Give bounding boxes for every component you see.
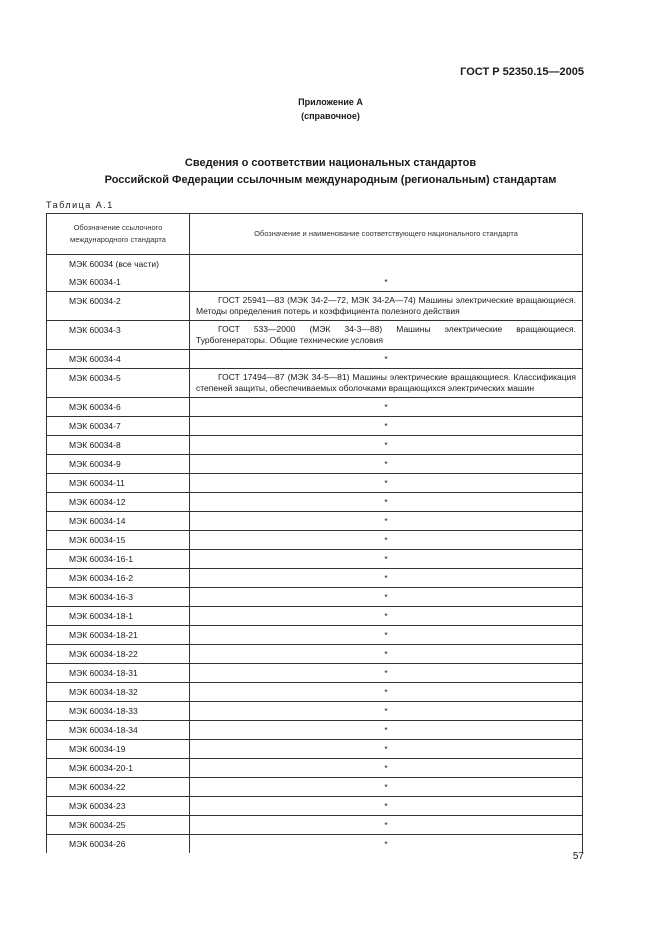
national-standard-cell: * <box>190 569 583 588</box>
international-standard-cell: МЭК 60034-16-2 <box>47 569 190 588</box>
table-row <box>47 493 583 512</box>
table-row <box>47 255 583 274</box>
international-standard-cell: МЭК 60034-18-31 <box>47 664 190 683</box>
international-standard-cell: МЭК 60034-2 <box>47 292 190 321</box>
correspondence-table <box>46 213 583 853</box>
international-standard-cell: МЭК 60034-18-21 <box>47 626 190 645</box>
international-standard-cell: МЭК 60034-12 <box>47 493 190 512</box>
table-row <box>47 626 583 645</box>
national-standard-cell: * <box>190 626 583 645</box>
national-standard-text: ГОСТ 25941—83 (МЭК 34-2—72, МЭК 34-2А—74) Машины электрические вращающиеся. Методы определения потерь и коэффициента полезного действия <box>196 295 576 316</box>
national-standard-cell: * <box>190 550 583 569</box>
table-row <box>47 797 583 816</box>
table-row <box>47 512 583 531</box>
annex-title: Приложение А <box>298 97 363 107</box>
international-standard-cell: МЭК 60034-4 <box>47 350 190 369</box>
national-standard-cell <box>190 369 583 398</box>
national-standard-cell: * <box>190 645 583 664</box>
national-standard-cell <box>190 321 583 350</box>
annex-subtitle: (справочное) <box>301 111 360 121</box>
table-row <box>47 645 583 664</box>
table-row <box>47 455 583 474</box>
national-standard-cell: * <box>190 398 583 417</box>
international-standard-cell: МЭК 60034-3 <box>47 321 190 350</box>
international-standard-cell: МЭК 60034-23 <box>47 797 190 816</box>
table-row <box>47 292 583 321</box>
national-standard-cell: * <box>190 816 583 835</box>
document-title <box>0 155 661 189</box>
international-standard-cell: МЭК 60034-15 <box>47 531 190 550</box>
international-standard-cell: МЭК 60034-14 <box>47 512 190 531</box>
table-row <box>47 474 583 493</box>
national-standard-cell: * <box>190 493 583 512</box>
international-standard-cell: МЭК 60034-9 <box>47 455 190 474</box>
national-standard-cell: * <box>190 721 583 740</box>
international-standard-cell: МЭК 60034-1 <box>47 273 190 292</box>
national-standard-cell: * <box>190 797 583 816</box>
table-row <box>47 702 583 721</box>
national-standard-cell: * <box>190 664 583 683</box>
title-line-1: Сведения о соответствии национальных стандартов <box>184 157 477 169</box>
national-standard-cell <box>190 292 583 321</box>
national-standard-cell: * <box>190 759 583 778</box>
international-standard-cell: МЭК 60034-6 <box>47 398 190 417</box>
national-standard-cell: * <box>190 835 583 854</box>
national-standard-cell: * <box>190 588 583 607</box>
table-row <box>47 759 583 778</box>
table-row <box>47 778 583 797</box>
international-standard-cell: МЭК 60034-19 <box>47 740 190 759</box>
table-row <box>47 607 583 626</box>
table-row <box>47 683 583 702</box>
table-row <box>47 721 583 740</box>
national-standard-text: ГОСТ 533—2000 (МЭК 34-3—88) Машины электрические вращающиеся. Турбогенераторы. Общие технические условия <box>196 324 576 345</box>
table-row <box>47 740 583 759</box>
national-standard-cell: * <box>190 350 583 369</box>
national-standard-cell: * <box>190 273 583 292</box>
national-standard-cell: * <box>190 778 583 797</box>
page-number: 57 <box>572 851 584 862</box>
header-national-standard: Обозначение и наименование соответствующего национального стандарта <box>190 214 583 255</box>
national-standard-cell: * <box>190 683 583 702</box>
international-standard-cell: МЭК 60034-18-1 <box>47 607 190 626</box>
document-code: ГОСТ Р 52350.15—2005 <box>460 66 584 78</box>
table-row <box>47 321 583 350</box>
international-standard-cell: МЭК 60034-22 <box>47 778 190 797</box>
national-standard-cell: * <box>190 531 583 550</box>
table-header-row <box>47 214 583 255</box>
table-row <box>47 664 583 683</box>
international-standard-cell: МЭК 60034-18-34 <box>47 721 190 740</box>
national-standard-cell: * <box>190 455 583 474</box>
table-label: Таблица А.1 <box>46 200 114 210</box>
national-standard-cell <box>190 255 583 274</box>
national-standard-cell: * <box>190 436 583 455</box>
international-standard-cell: МЭК 60034-16-3 <box>47 588 190 607</box>
international-standard-cell: МЭК 60034-11 <box>47 474 190 493</box>
annex-heading <box>0 95 661 123</box>
international-standard-cell: МЭК 60034-16-1 <box>47 550 190 569</box>
table-row <box>47 273 583 292</box>
national-standard-cell: * <box>190 702 583 721</box>
national-standard-cell: * <box>190 607 583 626</box>
table-row <box>47 816 583 835</box>
header-international-standard: Обозначение ссылочного международного стандарта <box>47 214 190 255</box>
table-row <box>47 569 583 588</box>
international-standard-cell: МЭК 60034-7 <box>47 417 190 436</box>
international-standard-cell: МЭК 60034-18-32 <box>47 683 190 702</box>
table-row <box>47 436 583 455</box>
international-standard-cell: МЭК 60034-18-33 <box>47 702 190 721</box>
national-standard-cell: * <box>190 474 583 493</box>
table-row <box>47 417 583 436</box>
international-standard-cell: МЭК 60034-18-22 <box>47 645 190 664</box>
national-standard-cell: * <box>190 740 583 759</box>
international-standard-cell: МЭК 60034-5 <box>47 369 190 398</box>
table-row <box>47 531 583 550</box>
table-row <box>47 369 583 398</box>
table-body <box>47 255 583 854</box>
international-standard-cell: МЭК 60034-26 <box>47 835 190 854</box>
table-row <box>47 588 583 607</box>
table-row <box>47 398 583 417</box>
national-standard-cell: * <box>190 512 583 531</box>
table-row <box>47 835 583 854</box>
international-standard-cell: МЭК 60034-20-1 <box>47 759 190 778</box>
national-standard-text: ГОСТ 17494—87 (МЭК 34-5—81) Машины электрические вращающиеся. Классификация степеней защиты, обеспечиваемых оболочками вращающихся электрических машин <box>196 372 576 393</box>
title-line-2: Российской Федерации ссылочным международным (региональным) стандартам <box>104 174 557 186</box>
table-row <box>47 350 583 369</box>
international-standard-cell: МЭК 60034-25 <box>47 816 190 835</box>
international-standard-cell: МЭК 60034 (все части) <box>47 255 190 274</box>
national-standard-cell: * <box>190 417 583 436</box>
international-standard-cell: МЭК 60034-8 <box>47 436 190 455</box>
table-row <box>47 550 583 569</box>
